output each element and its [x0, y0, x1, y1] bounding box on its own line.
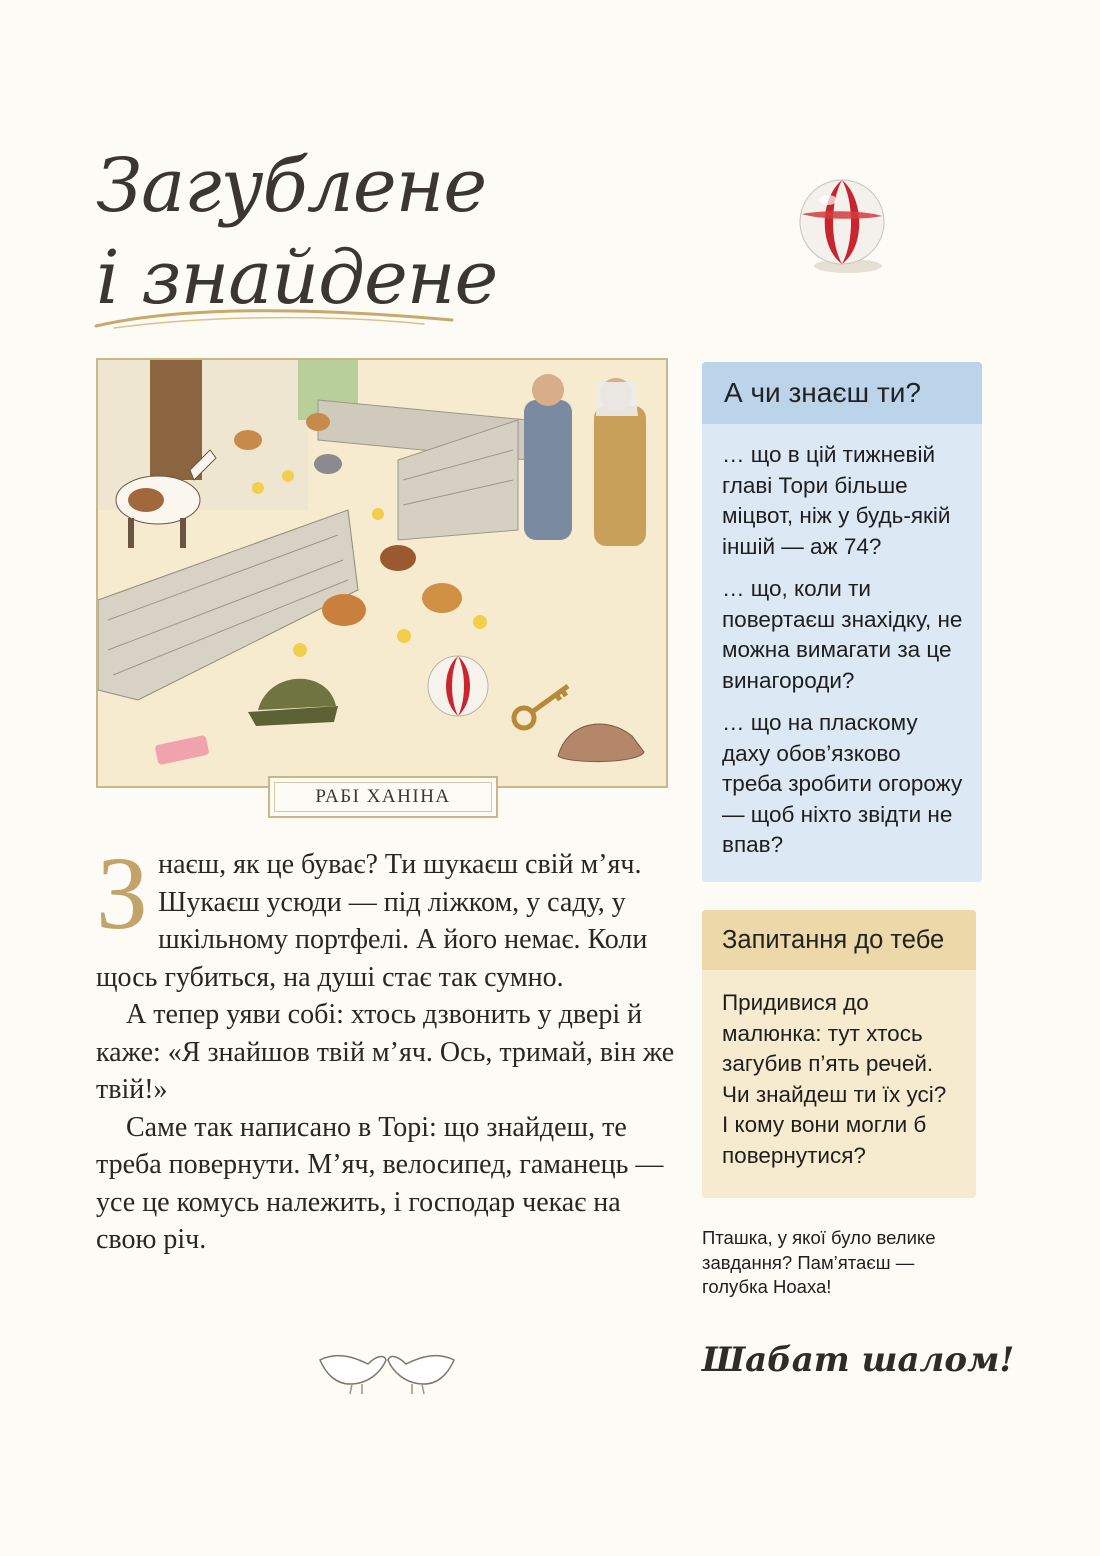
did-you-know-box [702, 362, 982, 882]
did-you-know-list [702, 424, 982, 861]
did-you-know-item: … що, коли ти повертаєш знахідку, не можна вимагати за це винагороди? [722, 576, 963, 693]
did-you-know-item: … що в цій тижневій главі Тори більше міцвот, ніж у будь-якій іншій — аж 74? [722, 442, 951, 559]
did-you-know-heading: А чи знаєш ти? [702, 362, 982, 424]
drop-cap: З [96, 836, 149, 951]
closing-greeting: Шабат шалом! [702, 1340, 1015, 1380]
story-paragraph-2: А тепер уяви собі: хтось дзвонить у двері й каже: «Я знайшов твій м’яч. Ось, тримай, він же твій!» [96, 999, 675, 1105]
story-paragraph-1-text: наєш, як це буває? Ти шукаєш свій м’яч. Шукаєш усюди — під ліжком, у саду, у шкільному портфелі. А його немає. Коли щось губиться, на душі стає так сумно. [96, 849, 648, 993]
title-line-1: Загублене [96, 143, 487, 229]
story-paragraph-1 [96, 836, 676, 996]
question-text: Придивися до малюнка: тут хтось загубив п’ять речей. Чи знайдеш ти їх усі? І кому вони могли б повернутися? [722, 990, 947, 1168]
question-box [702, 910, 976, 1198]
doves-icon [312, 1330, 462, 1398]
story-text [96, 836, 676, 1259]
story-paragraph-3: Саме так написано в Торі: що знайдеш, те треба повернути. М’яч, велосипед, гаманець — усе це комусь належить, і господар чекає на свою річ. [96, 1111, 664, 1255]
ball-icon [428, 656, 488, 716]
dove-note: Пташка, у якої було велике завдання? Пам’ятаєш — голубка Ноаха! [702, 1227, 936, 1297]
ball-icon [790, 170, 900, 280]
title-underline-decoration [94, 300, 454, 334]
did-you-know-item: … що на пласкому даху обов’язково треба зробити огорожу — щоб ніхто звідти не впав? [722, 710, 963, 857]
courtyard-illustration [96, 358, 668, 788]
title-line-2: і знайдене [96, 235, 498, 321]
page-title [96, 140, 556, 324]
question-heading: Запитання до тебе [702, 910, 976, 970]
illustration-caption: РАБІ ХАНІНА [268, 776, 498, 818]
